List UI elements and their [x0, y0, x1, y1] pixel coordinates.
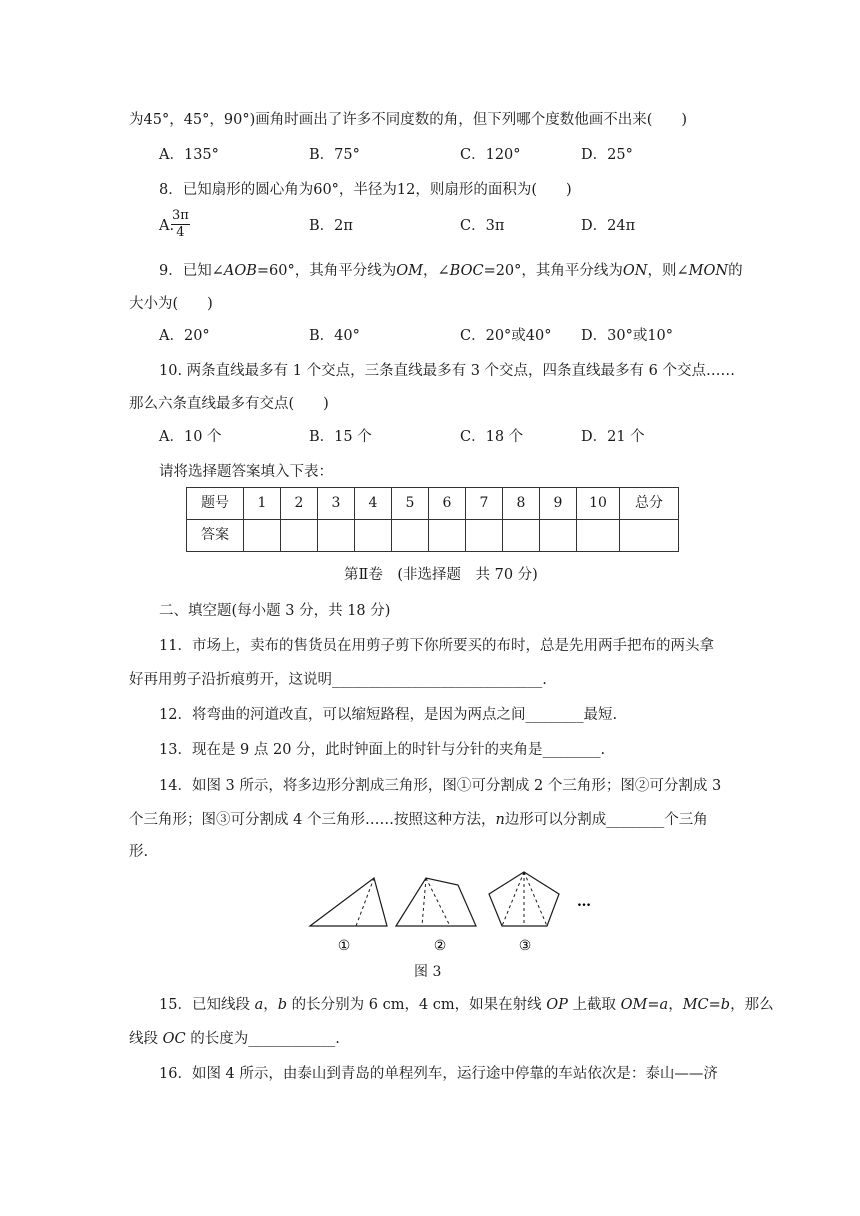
- table-header-cell: 4: [355, 488, 392, 520]
- section2-heading: 二、填空题(每小题 3 分，共 18 分): [159, 603, 391, 619]
- q9-option-b: B．40°: [309, 328, 360, 344]
- figure-2-pentagon: [396, 878, 476, 926]
- q15-line1: [159, 995, 774, 1015]
- q10-line1: 10. 两条直线最多有 1 个交点，三条直线最多有 3 个交点，四条直线最多有 6 个交点……: [159, 363, 735, 379]
- q16-text: 16．如图 4 所示，由泰山到青岛的单程列车，运行途中停靠的车站依次是：泰山——济: [159, 1066, 718, 1082]
- q9-var-boc: BOC: [449, 263, 484, 279]
- answer-cell: [503, 520, 540, 552]
- answer-cell: [466, 520, 503, 552]
- q8-option-b: B．2π: [309, 218, 353, 234]
- q11-line2: 好再用剪子沿折痕剪开，这说明_____________________________.: [129, 672, 547, 688]
- answer-cell: [620, 520, 679, 552]
- q14-var-n: n: [495, 812, 505, 828]
- q9-var-om: OM: [396, 263, 423, 279]
- figure-label-2: ②: [433, 938, 447, 954]
- q9-var-on: ON: [622, 263, 648, 279]
- figure-label-3: ③: [518, 938, 532, 954]
- q8-option-c: C．3π: [460, 218, 505, 234]
- q10-line2: 那么六条直线最多有交点( ): [129, 396, 329, 412]
- q15-var: OP: [546, 997, 568, 1013]
- q14-seg: 个三角形；图③可分割成 4 个三角形……按照这种方法，: [129, 812, 496, 828]
- q14-line3: 形.: [129, 844, 149, 860]
- q8-text: 8．已知扇形的圆心角为60°，半径为12，则扇形的面积为( ): [159, 182, 572, 198]
- part2-title: 第Ⅱ卷 (非选择题 共 70 分): [344, 567, 538, 583]
- table-answer-label: 答案: [187, 520, 244, 552]
- answer-cell: [318, 520, 355, 552]
- q13-text: 13．现在是 9 点 20 分，此时钟面上的时针与分针的夹角是________.: [159, 742, 606, 758]
- figure-3-hexagon: [489, 872, 559, 926]
- q15-seg: 上截取: [567, 997, 621, 1013]
- q15-seg: ，那么: [730, 997, 774, 1013]
- figure-3-polygons: [300, 868, 600, 964]
- q9-var-mon: MON: [688, 263, 729, 279]
- q9-option-c: C．20°或40°: [460, 328, 552, 344]
- table-header-cell: 总分: [620, 488, 679, 520]
- table-header-cell: 5: [392, 488, 429, 520]
- q15-seg: =: [708, 997, 721, 1013]
- answer-cell: [281, 520, 318, 552]
- answer-cell: [540, 520, 577, 552]
- table-header-cell: 6: [429, 488, 466, 520]
- q15-var: b: [277, 997, 288, 1013]
- q9-seg: 9．已知∠: [159, 263, 224, 279]
- figure-3-caption: 图 3: [414, 964, 442, 980]
- fraction-denominator: 4: [176, 225, 185, 240]
- table-row-numbers: [187, 488, 679, 520]
- q7-options: [159, 145, 759, 165]
- table-header-cell: 3: [318, 488, 355, 520]
- q8-option-a-prefix: A.: [159, 218, 175, 234]
- answer-table: [186, 487, 679, 552]
- q7-option-d: D．25°: [581, 147, 633, 163]
- table-header-cell: 9: [540, 488, 577, 520]
- fraction-numerator: 3π: [172, 208, 189, 223]
- q15-seg: =: [647, 997, 660, 1013]
- answer-cell: [429, 520, 466, 552]
- q15-var: a: [659, 997, 669, 1013]
- q14-line2: [129, 810, 708, 830]
- q15-seg: ，: [263, 997, 278, 1013]
- q15-var: MC: [682, 997, 709, 1013]
- q8-option-d: D．24π: [581, 218, 636, 234]
- q9-seg: =20°，其角平分线为: [483, 263, 623, 279]
- table-header-cell: 1: [244, 488, 281, 520]
- q7-option-c: C．120°: [460, 147, 521, 163]
- q9-seg: ，则∠: [647, 263, 689, 279]
- q15-line2: [129, 1029, 340, 1049]
- answer-cell: [244, 520, 281, 552]
- table-header-cell: 10: [577, 488, 620, 520]
- q9-line2: 大小为( ): [129, 296, 213, 312]
- q15-seg: 15．已知线段: [159, 997, 255, 1013]
- q7-text: 为45°，45°，90°)画角时画出了许多不同度数的角，但下列哪个度数他画不出来( ): [129, 112, 688, 128]
- table-intro: 请将选择题答案填入下表：: [159, 464, 333, 480]
- q11-line1: 11．市场上，卖布的售货员在用剪子剪下你所要买的布时，总是先用两手把布的两头拿: [159, 638, 714, 654]
- figure-1-quadrilateral: [310, 878, 387, 926]
- table-row-answers: [187, 520, 679, 552]
- q15-seg: 的长分别为 6 cm，4 cm，如果在射线: [287, 997, 547, 1013]
- q15-seg: ，: [668, 997, 683, 1013]
- figure-ellipsis: …: [577, 894, 591, 910]
- q9-options: [159, 326, 759, 346]
- q9-line1: [159, 261, 743, 281]
- q15-var: OM: [620, 997, 648, 1013]
- q15-seg: 线段: [129, 1031, 163, 1047]
- q15-var: b: [720, 997, 731, 1013]
- q15-var: a: [254, 997, 264, 1013]
- q9-var-aob: AOB: [223, 263, 257, 279]
- q10-options: [159, 427, 759, 447]
- table-header-cell: 2: [281, 488, 318, 520]
- q15-var: OC: [162, 1031, 186, 1047]
- q8-option-a-fraction: [171, 208, 190, 241]
- q9-seg: ，∠: [422, 263, 450, 279]
- q9-seg: 的: [728, 263, 743, 279]
- q9-seg: =60°，其角平分线为: [256, 263, 397, 279]
- q14-seg: 边形可以分割成________个三角: [504, 812, 708, 828]
- table-header-cell: 8: [503, 488, 540, 520]
- q10-option-c: C．18 个: [460, 429, 524, 445]
- q7-option-a: A．135°: [159, 147, 219, 163]
- q10-option-a: A．10 个: [159, 429, 222, 445]
- figure-label-1: ①: [337, 938, 351, 954]
- table-header-cell: 题号: [187, 488, 244, 520]
- table-header-cell: 7: [466, 488, 503, 520]
- answer-cell: [577, 520, 620, 552]
- q9-option-a: A．20°: [159, 328, 210, 344]
- q12-text: 12．将弯曲的河道改直，可以缩短路程，是因为两点之间________最短.: [159, 707, 618, 723]
- answer-cell: [392, 520, 429, 552]
- q7-option-b: B．75°: [309, 147, 360, 163]
- q15-seg: 的长度为____________.: [185, 1031, 340, 1047]
- q8-options: [159, 208, 759, 240]
- q10-option-d: D．21 个: [581, 429, 645, 445]
- q9-option-d: D．30°或10°: [581, 328, 674, 344]
- answer-cell: [355, 520, 392, 552]
- q14-line1: 14．如图 3 所示，将多边形分割成三角形，图①可分割成 2 个三角形；图②可分割成 3: [159, 778, 722, 794]
- q10-option-b: B．15 个: [309, 429, 372, 445]
